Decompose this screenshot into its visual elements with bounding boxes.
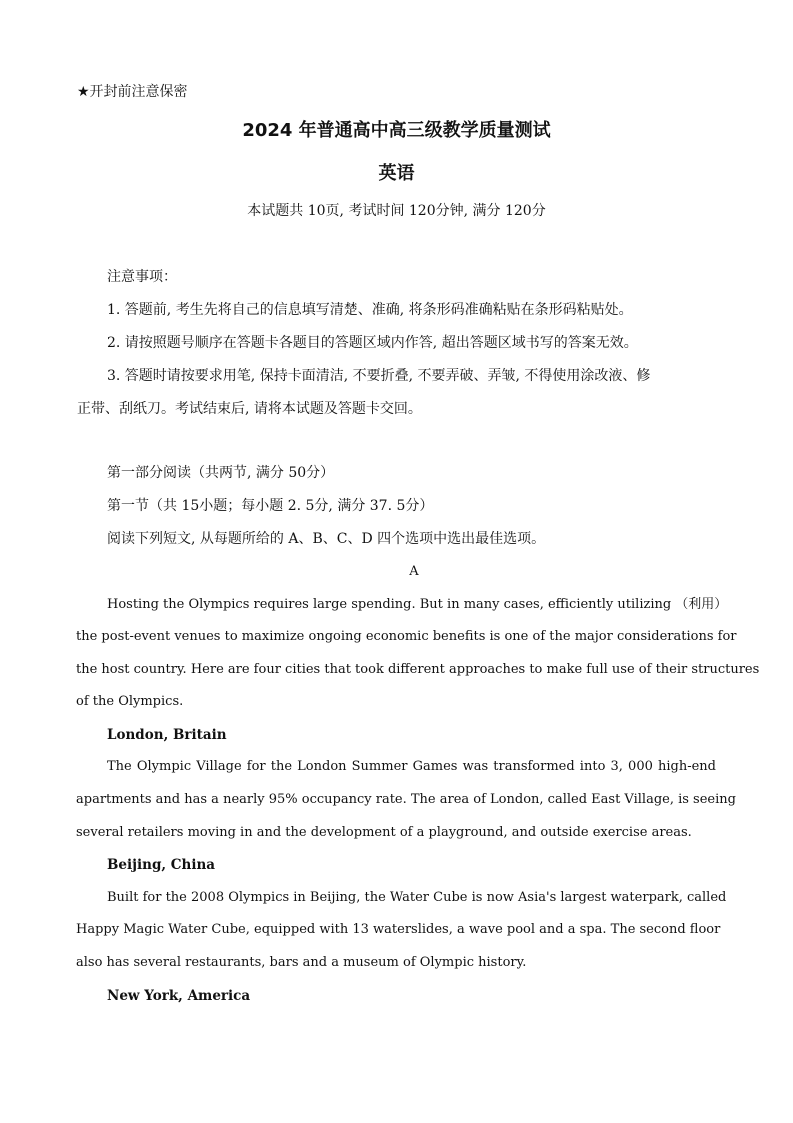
notice-item-3: 3. 答题时请按要求用笔, 保持卡面清洁, 不要折叠, 不要弄破、弄皱, 不得使用涂改液、修 bbox=[107, 368, 651, 384]
passage-intro-line: the host country. Here are four cities that took different approaches to make full use of their structures bbox=[76, 662, 760, 677]
part-heading: 第一部分阅读（共两节, 满分 50分） bbox=[107, 465, 335, 481]
passage-intro-line: of the Olympics. bbox=[76, 694, 184, 709]
city-heading-london: London, Britain bbox=[107, 727, 227, 743]
city-heading-beijing: Beijing, China bbox=[107, 857, 216, 873]
notice-heading: 注意事项： bbox=[107, 269, 177, 285]
section-instruction: 阅读下列短文, 从每题所给的 A、B、C、D 四个选项中选出最佳选项。 bbox=[107, 531, 546, 547]
passage-intro-line: Hosting the Olympics requires large spending. But in many cases, efficiently utilizing （利用） bbox=[107, 597, 728, 612]
notice-item-1: 1. 答题前, 考生先将自己的信息填写清楚、准确, 将条形码准确粘贴在条形码粘贴处。 bbox=[107, 302, 633, 318]
city-heading-new-york: New York, America bbox=[107, 988, 251, 1004]
beijing-paragraph-line: Built for the 2008 Olympics in Beijing, the Water Cube is now Asia's largest waterpark, called bbox=[107, 890, 727, 905]
confidential-notice: ★开封前注意保密 bbox=[77, 84, 188, 100]
london-paragraph-line: apartments and has a nearly 95% occupancy rate. The area of London, called East Village, is seeing bbox=[76, 792, 736, 807]
beijing-paragraph-line: also has several restaurants, bars and a museum of Olympic history. bbox=[76, 955, 527, 970]
beijing-paragraph-line: Happy Magic Water Cube, equipped with 13 waterslides, a wave pool and a spa. The second floor bbox=[76, 922, 721, 937]
exam-title: 2024 年普通高中高三级教学质量测试 bbox=[242, 120, 551, 141]
passage-intro-line: the post-event venues to maximize ongoing economic benefits is one of the major considerations for bbox=[76, 629, 737, 644]
subject-title: 英语 bbox=[378, 163, 415, 184]
notice-item-3-continued: 正带、刮纸刀。考试结束后, 请将本试题及答题卡交回。 bbox=[77, 401, 422, 417]
passage-label: A bbox=[409, 564, 419, 579]
london-paragraph-line: several retailers moving in and the development of a playground, and outside exercise areas. bbox=[76, 825, 692, 840]
notice-item-2: 2. 请按照题号顺序在答题卡各题目的答题区域内作答, 超出答题区域书写的答案无效。 bbox=[107, 335, 638, 351]
exam-info: 本试题共 10页, 考试时间 120分钟, 满分 120分 bbox=[247, 203, 546, 219]
section-heading: 第一节（共 15小题；每小题 2. 5分, 满分 37. 5分） bbox=[107, 498, 434, 514]
london-paragraph-line: The Olympic Village for the London Summer Games was transformed into 3, 000 high-end bbox=[107, 759, 716, 774]
